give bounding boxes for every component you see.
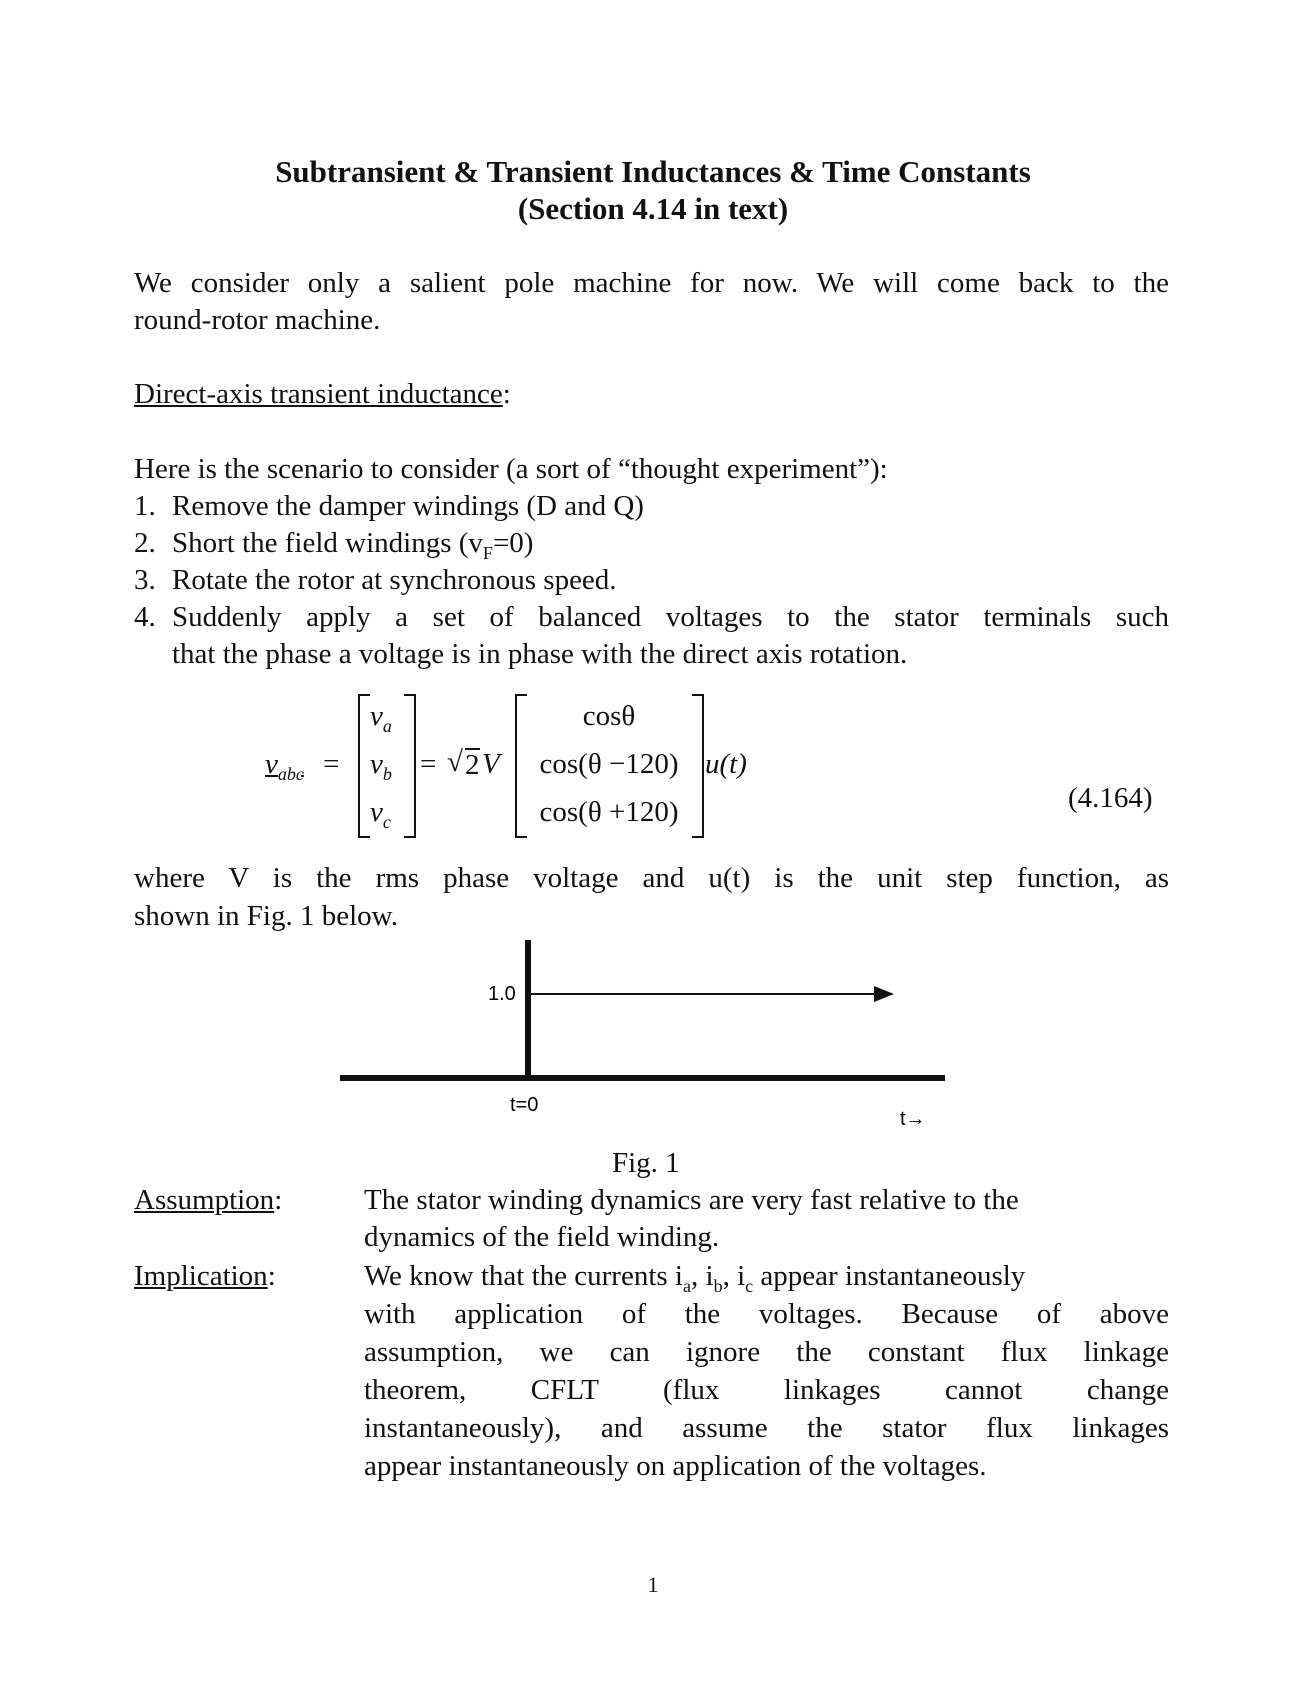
sqrt-arg: 2 [465,749,480,781]
assumption-line-2: dynamics of the field winding. [364,1221,720,1253]
implication-line-3: assumption, we can ignore the constant flux linkage [364,1336,1169,1368]
list-text: Rotate the rotor at synchronous speed. [172,564,617,596]
equation-4-164 [0,690,1306,850]
eq-unit-step: u(t) [705,748,747,780]
intro-line-1: We consider only a salient pole machine for now. We will come back to the [134,267,1169,299]
left-bracket [358,694,370,838]
section-heading-text: Direct-axis transient inductance [134,378,503,410]
after-eq-line-2: shown in Fig. 1 below. [134,900,398,932]
list-number: 1. [134,490,156,522]
page-number: 1 [647,1572,659,1597]
list-number: 4. [134,601,156,633]
implication-line-4: theorem, CFLT (flux linkages cannot change [364,1374,1169,1406]
list-item [134,599,1169,673]
scenario-lead: Here is the scenario to consider (a sort of “thought experiment”): [134,453,888,485]
list-item [134,488,1169,525]
section-heading-colon: : [502,378,511,410]
sqrt-sign: √ [447,746,463,778]
list-number: 2. [134,527,156,559]
implication-line-6: appear instantaneously on application of the voltages. [364,1450,987,1482]
intro-line-2: round-rotor machine. [134,304,381,336]
eq-row-1: cosθ [582,700,636,732]
implication-line-1: We know that the currents $i_a$, $i_b$, $i_c$ appear instantaneously [364,1260,1026,1296]
eq-V: V [482,748,500,780]
t-axis-label: t→ [900,1108,926,1130]
eq-row-3: cos(θ +120) [539,796,679,828]
eq-vc: $v_c$ [370,796,391,832]
list-item [134,562,1169,599]
implication-term: Implication: [134,1260,276,1292]
left-bracket [515,694,527,838]
list-text: Remove the damper windings (D and Q) [172,490,644,522]
unit-step-figure [330,935,970,1140]
list-item [134,525,1169,562]
level-label: 1.0 [488,983,516,1005]
figure-caption: Fig. 1 [612,1147,680,1179]
list-text-cont: that the phase a voltage is in phase with the direct axis rotation. [172,638,908,670]
t0-label: t=0 [510,1094,539,1116]
implication-line-2: with application of the voltages. Because of above [364,1298,1169,1330]
list-number: 3. [134,564,156,596]
eq-vb: $v_b$ [370,748,392,784]
right-bracket [692,694,704,838]
implication-line-5: instantaneously), and assume the stator flux linkages [364,1412,1169,1444]
equation-number: (4.164) [1068,782,1153,814]
assumption-term: Assumption: [134,1184,283,1216]
eq-equals-1: = [323,748,340,780]
list-text: Suddenly apply a set of balanced voltages to the stator terminals such [172,601,1169,633]
assumption-line-1: The stator winding dynamics are very fast relative to the [364,1184,1019,1216]
list-text: Short the field windings $(v_F=0)$ [172,527,534,563]
page-subtitle: (Section 4.14 in text) [517,191,789,226]
eq-row-2: cos(θ −120) [539,748,679,780]
section-heading [134,376,1169,413]
after-eq-line-1: where V is the rms phase voltage and u(t) is the unit step function, as [134,862,1169,894]
right-bracket [404,694,416,838]
eq-va: $v_a$ [370,700,392,736]
eq-equals-2: = [420,748,437,780]
page-title: Subtransient & Transient Inductances & Time Constants [275,154,1031,189]
eq-lhs: $v_{abc}$ [265,748,304,784]
